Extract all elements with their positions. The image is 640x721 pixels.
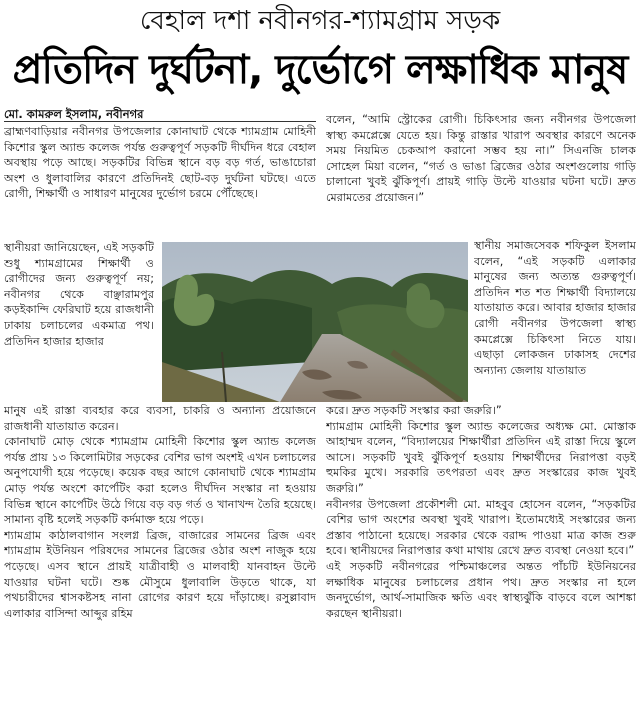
left-column-top [4,124,316,240]
paragraph: এই সড়কটি নবীনগরের পশ্চিমাঞ্চলের অন্তত পাঁচটি ইউনিয়নের লক্ষাধিক মানুষের চলাচলের প্রধান পথ। দ্রুত সংস্কার না হলে জনদুর্ভোগ, আর্থ-সামাজিক ক্ষতি এবং স্বাস্থ্যঝুঁকি বাড়বে বলে আশঙ্কা করছেন স্থানীয়রা। [326,559,636,620]
right-column-top [326,112,636,238]
paragraph: নবীনগর উপজেলা প্রকৌশলী মো. মাহবুব হোসেন বলেন, “সড়কটির বেশির ভাগ অংশের অবস্থা খুবই খারাপ। ইতোমধ্যেই সংস্কারের জন্য প্রস্তাব পাঠানো হয়েছে। সরকার থেকে বরাদ্দ পাওয়া মাত্র কাজ শুরু হবে। স্থানীয়দের নিরাপত্তার কথা মাথায় রেখে দ্রুত ব্যবস্থা নেওয়া হবে।” [326,497,636,558]
article-byline: মো. কামরুল ইসলাম, নবীনগর [4,107,144,121]
left-column-wrap [4,240,154,403]
paragraph: শ্যামগ্রাম কাঠালবাগান সংলগ্ন ব্রিজ, বাজারের সামনের ব্রিজ এবং শ্যামগ্রাম ইউনিয়ন পরিষদের সামনের ব্রিজের ওঠার অংশ নাজুক হয়ে পড়েছে। এসব স্থানে প্রায়ই যাত্রীবাহী ও মালবাহী যানবাহন উল্টে যাওয়ার ঘটনা ঘটে। শুষ্ক মৌসুমে ধুলাবালি উড়তে থাকে, যা পথচারীদের শ্বাসকষ্টসহ নানা রোগের কারণ হয়ে দাঁড়াচ্ছে। রসুল্লাবাদ এলাকার বাসিন্দা আব্দুর রহিম [4,528,316,620]
left-column-bottom [4,403,316,718]
article-headline: প্রতিদিন দুর্ঘটনা, দুর্ভোগে লক্ষাধিক মানুষ [12,47,628,93]
paragraph: স্থানীয় সমাজসেবক শফিকুল ইসলাম বলেন, “এই সড়কটি এলাকার মানুষের জন্য অত্যন্ত গুরুত্বপূর্ণ। প্রতিদিন শত শত শিক্ষার্থী বিদ্যালয়ে যাতায়াত করে। আবার হাজার হাজার রোগী নবীনগর উপজেলা স্বাস্থ্য কমপ্লেক্সে চিকিৎসা নিতে যায়। এছাড়া লোকজন ঢাকাসহ দেশের অন্যান্য জেলায় যাতায়াত [474,239,636,377]
right-column-bottom [326,403,636,718]
paragraph: শ্যামগ্রাম মোহিনী কিশোর স্কুল অ্যান্ড কলেজের অধ্যক্ষ মো. মোস্তাক আহাম্মদ বলেন, “বিদ্যালয়ের শিক্ষার্থীরা প্রতিদিন এই রাস্তা দিয়ে স্কুলে আসে। সড়কটি খুবই ঝুঁকিপূর্ণ হওয়ায় শিক্ষার্থীদের নিরাপত্তা বড়ই হুমকির মুখে। সরকারি তৎপরতা এবং দ্রুত সংস্কারের কাজ খুবই জরুরি।” [326,419,636,495]
right-column-wrap [474,238,636,403]
road-photo-illustration [162,242,468,402]
paragraph: ব্রাহ্মণবাড়িয়ার নবীনগর উপজেলার কোনাঘাট থেকে শ্যামগ্রাম মোহিনী কিশোর স্কুল অ্যান্ড কলেজ পর্যন্ত গুরুত্বপূর্ণ সড়কটি দীর্ঘদিন ধরে বেহাল অবস্থায় পড়ে আছে। সড়কটির বিভিন্ন স্থানে বড় বড় গর্ত, ভাঙাচোরা অংশ ও ধুলাবালির কারণে প্রতিদিনই ছোট-বড় দুর্ঘটনা ঘটছে। এতে রোগী, শিক্ষার্থী ও সাধারণ মানুষের দুর্ভোগ চরমে পৌঁছেছে। [4,125,316,201]
paragraph: করে। দ্রুত সড়কটি সংস্কার করা জরুরি।” [326,404,502,417]
damaged-road-photo [162,242,468,402]
paragraph: বলেন, “আমি স্ট্রোকের রোগী। চিকিৎসার জন্য নবীনগর উপজেলা স্বাস্থ্য কমপ্লেক্সে যেতে হয়। কিন্তু রাস্তার খারাপ অবস্থার কারণে অনেক সময় নিয়মিত চেকআপ করানো সম্ভব হয় না।” সিএনজি চালক সোহেল মিয়া বলেন, “গর্ত ও ভাঙা ব্রিজের ওঠার অংশগুলোয় গাড়ি চালানো খুবই ঝুঁকিপূর্ণ। প্রায়ই গাড়ি উল্টে যাওয়ার ঘটনা ঘটে। দ্রুত মেরামতের প্রয়োজন।” [326,113,636,204]
paragraph: কোনাঘাট মোড় থেকে শ্যামগ্রাম মোহিনী কিশোর স্কুল অ্যান্ড কলেজ পর্যন্ত প্রায় ১৩ কিলোমিটার সড়কের বেশির ভাগ অংশই এখন চলাচলের অনুপযোগী হয়ে পড়েছে। কয়েক বছর আগে কোনাঘাট থেকে শ্যামগ্রাম মোড় পর্যন্ত অংশে কার্পেটিং করা হলেও দীর্ঘদিন সংস্কার না হওয়ায় বিভিন্ন স্থানে কার্পেটিং উঠে গিয়ে বড় বড় গর্ত ও খানাখন্দ তৈরি হয়েছে। সামান্য বৃষ্টি হলেই সড়কটি কর্দমাক্ত হয়ে পড়ে। [4,435,316,527]
paragraph: স্থানীয়রা জানিয়েছেন, এই সড়কটি শুধু শ্যামগ্রামের শিক্ষার্থী ও রোগীদের জন্য গুরুত্বপূর্ণ নয়; নবীনগর থেকে বাঞ্ছারামপুর কড়ইকান্দি ফেরিঘাট হয়ে রাজধানী ঢাকায় চলাচলের একমাত্র পথ। প্রতিদিন হাজার হাজার [4,241,154,348]
article-kicker: বেহাল দশা নবীনগর-শ্যামগ্রাম সড়ক [139,6,501,36]
byline-divider [4,121,316,122]
paragraph: মানুষ এই রাস্তা ব্যবহার করে ব্যবসা, চাকরি ও অন্যান্য প্রয়োজনে রাজধানী যাতায়াত করেন। [4,404,316,433]
